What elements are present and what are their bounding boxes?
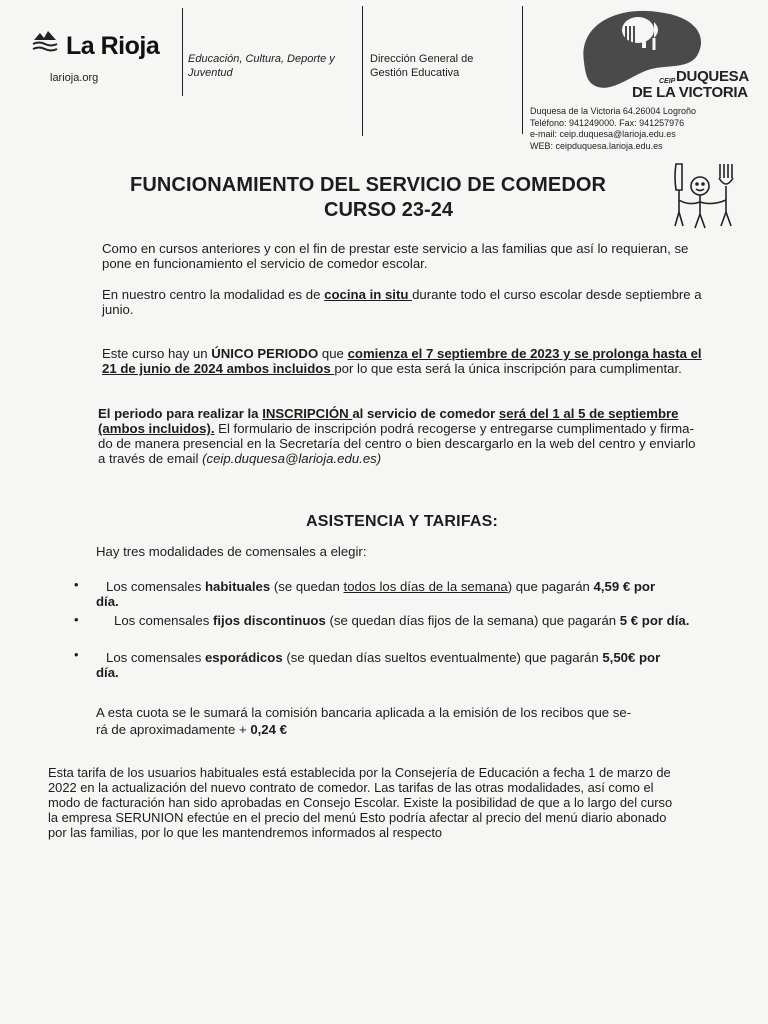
school-name-line1: DUQUESA <box>676 68 749 85</box>
tariff-price: 4,59 € por <box>593 579 656 594</box>
tariff-price: 5 € por día. <box>619 613 690 628</box>
tariff-line <box>114 613 689 628</box>
closing-paragraph <box>48 765 672 840</box>
bullet-glyph: • <box>74 612 79 627</box>
cutlery-people-icon <box>664 160 744 232</box>
closing-line: por las familias, por lo que les mantendremos informados al respecto <box>48 825 443 840</box>
consejeria-label: Educación, Cultura, Deporte y Juventud <box>188 53 335 79</box>
logo-url: larioja.org <box>50 72 99 84</box>
intro-line: pone en funcionamiento el servicio de comedor escolar. <box>102 256 428 271</box>
section-title: ASISTENCIA Y TARIFAS: <box>306 513 499 530</box>
text-span: En nuestro centro la modalidad es de <box>102 287 325 302</box>
text-span: El formulario de inscripción podrá recogerse y entregarse cumplimentado y firma- <box>214 421 694 436</box>
period-highlight: ÚNICO PERIODO <box>211 346 319 361</box>
intro-paragraph <box>102 241 688 271</box>
tariff-item <box>106 579 655 594</box>
bank-line: A esta cuota se le sumará la comisión bancaria aplicada a la emisión de los recibos que se- <box>96 705 632 720</box>
closing-line: la empresa SERUNION efectúe en el precio del menú Esto podría afectar al precio del menú diario abonado <box>48 810 667 825</box>
tariff-price: 5,50€ por <box>602 650 661 665</box>
inscription-both-included: (ambos incluidos). <box>98 421 215 436</box>
period-paragraph <box>102 346 702 376</box>
tariff-type: esporádicos <box>204 650 283 665</box>
text-span: a través de email <box>98 451 203 466</box>
bullet-glyph: • <box>74 647 79 662</box>
closing-line: modo de facturación han sido aprobadas en Consejo Escolar. Existe la posibilidad de que a lo largo del curso <box>48 795 673 810</box>
closing-line: Esta tarifa de los usuarios habituales está establecida por la Consejería de Educación a fecha 1 de marzo de <box>48 765 671 780</box>
logo-name: La Rioja <box>66 32 160 60</box>
text-span: rá de aproximadamente + <box>96 722 251 737</box>
inscription-line: do de manera presencial en la Secretaría del centro o bien descargarlo en la web del centro y enviarlo <box>98 436 696 451</box>
text-span: que <box>318 346 348 361</box>
bank-fee: 0,24 € <box>250 722 287 737</box>
kitchen-mode: cocina in situ <box>324 287 413 302</box>
header-divider <box>362 6 363 136</box>
period-end: 21 de junio de 2024 ambos incluidos <box>102 361 335 376</box>
tariff-wrap: día. <box>96 665 119 680</box>
period-extend: y se prolonga hasta el <box>559 346 702 361</box>
bank-paragraph <box>96 705 631 737</box>
period-line <box>102 361 702 376</box>
tariff-wrap: día. <box>96 594 119 609</box>
text-span: Los comensales <box>106 579 205 594</box>
text-span: (se quedan días sueltos eventualmente) que pagarán <box>282 650 603 665</box>
contact-address: Duquesa de la Victoria 64.26004 Logroño <box>530 106 696 116</box>
text-span: Los comensales <box>106 650 205 665</box>
contact-email: e-mail: ceip.duquesa@larioja.edu.es <box>530 129 676 139</box>
inscription-email: (ceip.duquesa@larioja.edu.es) <box>202 451 382 466</box>
inscription-line <box>98 421 695 436</box>
document-title: FUNCIONAMIENTO DEL SERVICIO DE COMEDOR <box>130 174 607 196</box>
text-span: (se quedan días fijos de la semana) que pagarán <box>325 613 620 628</box>
header-divider <box>182 8 183 96</box>
tariff-item <box>106 650 660 665</box>
inscription-keyword: INSCRIPCIÓN <box>262 406 353 421</box>
text-span: ) que pagarán <box>507 579 594 594</box>
school-prefix: CEIP <box>659 78 676 85</box>
inscription-paragraph <box>98 406 695 466</box>
tariff-line <box>106 650 660 665</box>
contact-web: WEB: ceipduquesa.larioja.edu.es <box>530 140 663 151</box>
tariff-days: todos los días de la semana <box>343 579 508 594</box>
bank-line <box>96 722 631 737</box>
tariff-type: fijos discontinuos <box>212 613 326 628</box>
closing-line: 2022 en la actualización del nuevo contrato de comedor. Las tarifas de las otras modalidades, así como el <box>48 780 654 795</box>
la-rioja-logo-icon <box>32 30 58 52</box>
section-intro: Hay tres modalidades de comensales a elegir: <box>96 544 367 559</box>
kitchen-line: junio. <box>102 302 134 317</box>
document-subtitle: CURSO 23-24 <box>324 199 453 221</box>
bullet-glyph: • <box>74 577 79 592</box>
header-divider <box>522 6 523 134</box>
text-span: durante todo el curso escolar desde septiembre a <box>412 287 702 302</box>
inscription-dates: será del 1 al 5 de septiembre <box>498 406 679 421</box>
text-span: (se quedan <box>270 579 344 594</box>
kitchen-line <box>102 287 702 302</box>
kitchen-paragraph <box>102 287 702 317</box>
text-span: Este curso hay un <box>102 346 212 361</box>
tariff-item <box>114 613 689 628</box>
tariff-line <box>106 579 655 594</box>
text-span: al servicio de comedor <box>352 406 499 421</box>
period-start: comienza el 7 septiembre de 2023 <box>347 346 560 361</box>
intro-line: Como en cursos anteriores y con el fin de prestar este servicio a las familias que así lo requieran, se <box>102 241 689 256</box>
school-name-line2: DE LA VICTORIA <box>632 84 748 101</box>
tariff-type: habituales <box>204 579 271 594</box>
text-span: El periodo para realizar la <box>98 406 263 421</box>
period-line <box>102 346 702 361</box>
text-span: por lo que esta será la única inscripción para cumplimentar. <box>334 361 682 376</box>
direccion-label: Dirección General de Gestión Educativa <box>370 53 474 79</box>
text-span: Los comensales <box>114 613 213 628</box>
school-contact <box>530 106 696 152</box>
inscription-line <box>98 451 695 466</box>
contact-phone: Teléfono: 941249000. Fax: 941257976 <box>530 117 685 128</box>
inscription-line <box>98 406 695 421</box>
